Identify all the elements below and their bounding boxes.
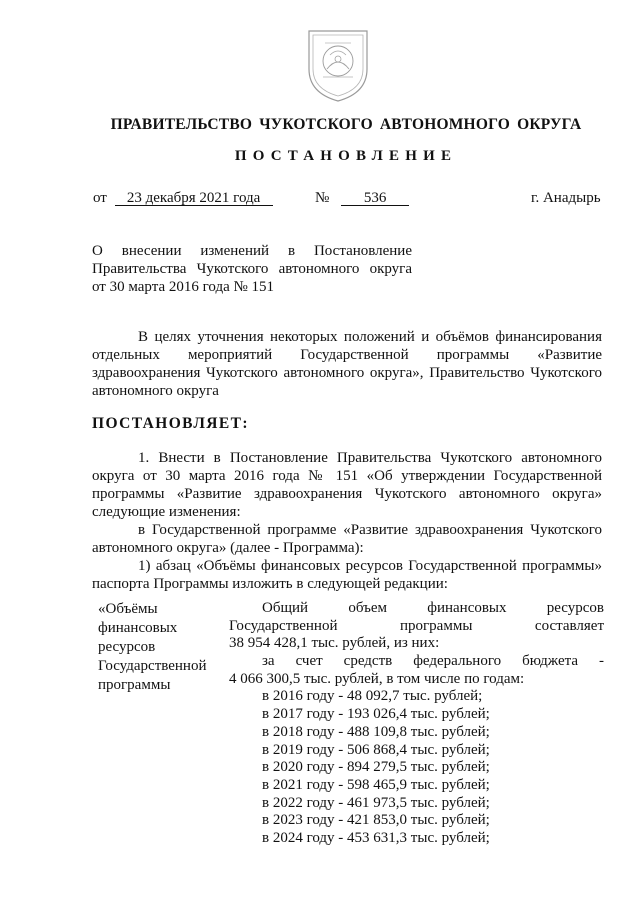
year-line: в 2017 году - 193 026,4 тыс. рублей; <box>262 706 490 723</box>
decree-date <box>93 190 273 207</box>
year-line: в 2024 году - 453 631,3 тыс. рублей; <box>262 829 490 846</box>
preamble-line: В целях уточнения некоторых положений и объёмов финансирования <box>138 329 602 345</box>
preamble-line: здравоохранения Чукотского автономного округа», Правительство Чукотского <box>92 365 602 381</box>
label-line: финансовых <box>98 620 178 636</box>
decree-city: г. Анадырь <box>531 190 601 206</box>
date-value: 23 декабря 2021 года <box>115 191 273 206</box>
subject-line: Правительства Чукотского автономного округа <box>92 261 412 277</box>
number-value: 536 <box>341 191 409 206</box>
year-line: в 2020 году - 894 279,5 тыс. рублей; <box>262 759 490 776</box>
subject-line: О внесении изменений в Постановление <box>92 243 412 259</box>
body-line: автономного округа» (далее - Программа): <box>92 540 364 556</box>
decree-body <box>92 449 602 593</box>
body-line: паспорта Программы изложить в следующей редакции: <box>92 576 448 592</box>
preamble-line: отдельных мероприятий Государственной программы «Развитие <box>92 347 602 363</box>
federal-line: за счет средств федерального бюджета - <box>262 653 604 670</box>
body-line: 1) абзац «Объёмы финансовых ресурсов Государственной программы» <box>138 558 602 574</box>
passport-field-label <box>98 600 218 695</box>
label-line: «Объёмы <box>98 601 158 617</box>
year-line: в 2022 году - 461 973,5 тыс. рублей; <box>262 794 490 811</box>
body-line: округа от 30 марта 2016 года № 151 «Об утверждении Государственной <box>92 468 602 484</box>
year-line: в 2019 году - 506 868,4 тыс. рублей; <box>262 741 490 758</box>
government-title: ПРАВИТЕЛЬСТВО ЧУКОТСКОГО АВТОНОМНОГО ОКРУГА <box>110 116 582 133</box>
label-line: Государственной <box>98 658 207 674</box>
total-line: 38 954 428,1 тыс. рублей, из них: <box>229 635 440 652</box>
decree-title: ПОСТАНОВЛЕНИЕ <box>234 148 458 164</box>
date-prefix: от <box>93 190 107 206</box>
year-line: в 2021 году - 598 465,9 тыс. рублей; <box>262 776 490 793</box>
passport-field-value <box>229 600 604 848</box>
label-line: ресурсов <box>98 639 156 655</box>
body-line: следующие изменения: <box>92 504 241 520</box>
year-line: в 2023 году - 421 853,0 тыс. рублей; <box>262 812 490 829</box>
year-line: в 2016 году - 48 092,7 тыс. рублей; <box>262 688 483 705</box>
preamble <box>92 328 602 400</box>
number-prefix: № <box>315 190 330 206</box>
decree-number <box>315 190 409 207</box>
preamble-line: автономного округа <box>92 383 219 399</box>
body-line: в Государственной программе «Развитие здравоохранения Чукотского <box>138 522 602 538</box>
body-line: программы «Развитие здравоохранения Чукотского автономного округа» <box>92 486 602 502</box>
federal-line: 4 066 300,5 тыс. рублей, в том числе по годам: <box>229 670 525 687</box>
body-line: 1. Внести в Постановление Правительства Чукотского автономного <box>138 450 602 466</box>
subject-line: от 30 марта 2016 года № 151 <box>92 279 275 295</box>
year-line: в 2018 году - 488 109,8 тыс. рублей; <box>262 723 490 740</box>
total-line: Общий объем финансовых ресурсов <box>262 600 604 616</box>
coat-of-arms-emblem <box>303 25 373 105</box>
label-line: программы <box>98 677 171 693</box>
resolves-heading: ПОСТАНОВЛЯЕТ: <box>92 415 249 432</box>
total-line: Государственной программы составляет <box>229 617 604 634</box>
decree-subject <box>92 242 412 296</box>
